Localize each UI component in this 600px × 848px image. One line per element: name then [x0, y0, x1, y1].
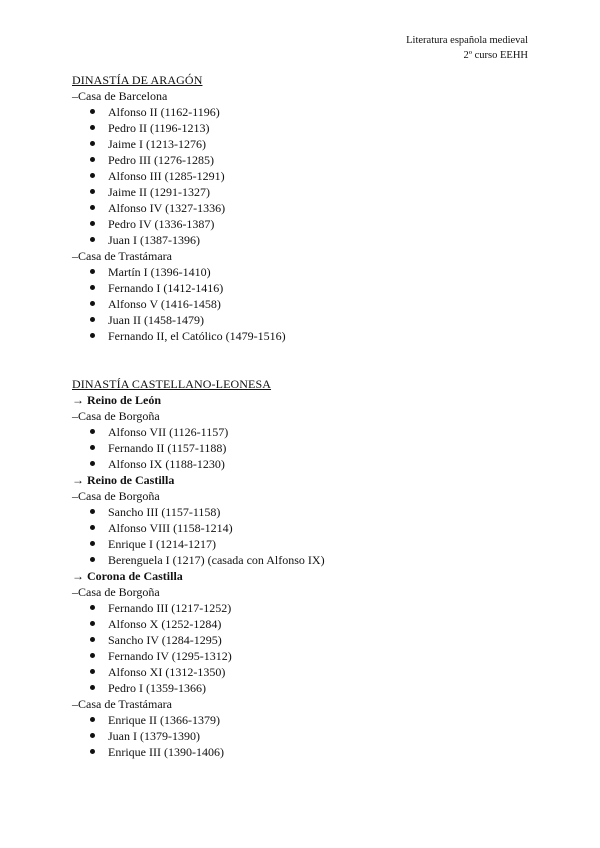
bullet-icon [90, 461, 95, 466]
house-label: –Casa de Trastámara [72, 249, 172, 263]
bullet-icon [90, 317, 95, 322]
bullet-icon [90, 301, 95, 306]
ruler-list [72, 424, 542, 472]
ruler-item: Alfonso VIII (1158-1214) [72, 520, 542, 536]
bullet-icon [90, 173, 95, 178]
ruler-item: Alfonso III (1285-1291) [72, 168, 542, 184]
bullet-icon [90, 445, 95, 450]
bullet-icon [90, 509, 95, 514]
ruler-list [72, 504, 542, 568]
ruler-item: Alfonso IX (1188-1230) [72, 456, 542, 472]
ruler-item: Pedro IV (1336-1387) [72, 216, 542, 232]
bullet-icon [90, 653, 95, 658]
ruler-item: Alfonso VII (1126-1157) [72, 424, 542, 440]
ruler-item: Alfonso II (1162-1196) [72, 104, 542, 120]
bullet-icon [90, 717, 95, 722]
bullet-icon [90, 685, 95, 690]
kingdom-heading-corona: → Corona de Castilla [72, 569, 183, 583]
ruler-item: Jaime II (1291-1327) [72, 184, 542, 200]
house-label: –Casa de Borgoña [72, 585, 160, 599]
bullet-icon [90, 205, 95, 210]
bullet-icon [90, 525, 95, 530]
bullet-icon [90, 125, 95, 130]
ruler-list [72, 600, 542, 696]
arrow-right-icon: → [72, 393, 84, 407]
bullet-icon [90, 429, 95, 434]
bullet-icon [90, 157, 95, 162]
ruler-item: Pedro II (1196-1213) [72, 120, 542, 136]
house-label: –Casa de Trastámara [72, 697, 172, 711]
bullet-icon [90, 733, 95, 738]
ruler-item: Fernando I (1412-1416) [72, 280, 542, 296]
ruler-item: Enrique I (1214-1217) [72, 536, 542, 552]
section-title-castilla: DINASTÍA CASTELLANO-LEONESA [72, 377, 272, 391]
ruler-item: Sancho IV (1284-1295) [72, 632, 542, 648]
arrow-right-icon: → [72, 473, 84, 487]
ruler-item: Alfonso X (1252-1284) [72, 616, 542, 632]
bullet-icon [90, 749, 95, 754]
bullet-icon [90, 269, 95, 274]
arrow-right-icon: → [72, 569, 84, 583]
ruler-item: Juan I (1387-1396) [72, 232, 542, 248]
bullet-icon [90, 109, 95, 114]
kingdom-heading-castilla: → Reino de Castilla [72, 473, 175, 487]
bullet-icon [90, 541, 95, 546]
ruler-item: Fernando II (1157-1188) [72, 440, 542, 456]
ruler-item: Alfonso V (1416-1458) [72, 296, 542, 312]
document-body [72, 72, 542, 760]
bullet-icon [90, 669, 95, 674]
ruler-item: Jaime I (1213-1276) [72, 136, 542, 152]
house-label: –Casa de Borgoña [72, 409, 160, 423]
house-label: –Casa de Borgoña [72, 489, 160, 503]
ruler-item: Juan I (1379-1390) [72, 728, 542, 744]
ruler-item: Fernando IV (1295-1312) [72, 648, 542, 664]
aragon-house-trastamara [72, 248, 542, 344]
page-header [406, 33, 528, 63]
header-course-year: 2º curso EEHH [463, 50, 528, 61]
bullet-icon [90, 637, 95, 642]
ruler-list [72, 712, 542, 760]
ruler-item: Pedro I (1359-1366) [72, 680, 542, 696]
ruler-item: Fernando III (1217-1252) [72, 600, 542, 616]
bullet-icon [90, 605, 95, 610]
ruler-item: Enrique III (1390-1406) [72, 744, 542, 760]
ruler-item: Juan II (1458-1479) [72, 312, 542, 328]
ruler-item: Berenguela I (1217) (casada con Alfonso IX) [72, 552, 542, 568]
header-course-title: Literatura española medieval [406, 35, 528, 46]
bullet-icon [90, 189, 95, 194]
ruler-item: Enrique II (1366-1379) [72, 712, 542, 728]
ruler-list [72, 104, 542, 248]
bullet-icon [90, 141, 95, 146]
ruler-item: Sancho III (1157-1158) [72, 504, 542, 520]
bullet-icon [90, 285, 95, 290]
aragon-house-barcelona [72, 88, 542, 248]
ruler-list [72, 264, 542, 344]
bullet-icon [90, 333, 95, 338]
bullet-icon [90, 237, 95, 242]
ruler-item: Martín I (1396-1410) [72, 264, 542, 280]
section-spacer [72, 344, 542, 376]
kingdom-heading-leon: → Reino de León [72, 393, 162, 407]
section-title-aragon: DINASTÍA DE ARAGÓN [72, 73, 203, 87]
ruler-item: Alfonso IV (1327-1336) [72, 200, 542, 216]
house-label: –Casa de Barcelona [72, 89, 168, 103]
bullet-icon [90, 621, 95, 626]
bullet-icon [90, 557, 95, 562]
ruler-item: Alfonso XI (1312-1350) [72, 664, 542, 680]
ruler-item: Fernando II, el Católico (1479-1516) [72, 328, 542, 344]
ruler-item: Pedro III (1276-1285) [72, 152, 542, 168]
bullet-icon [90, 221, 95, 226]
